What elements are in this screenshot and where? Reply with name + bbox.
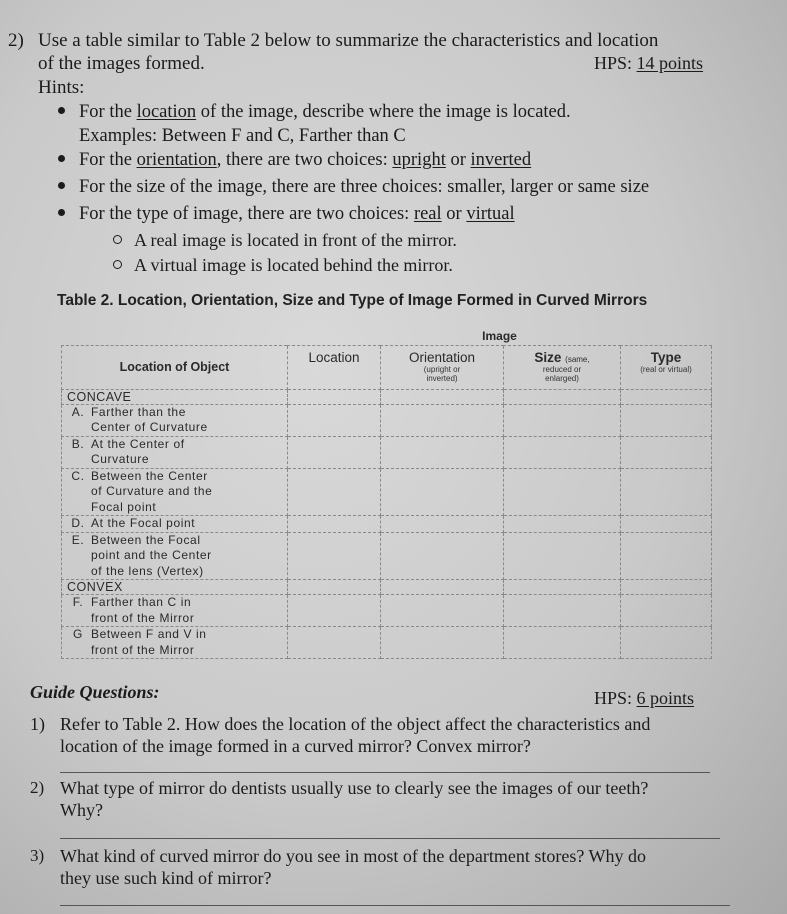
cell-size[interactable] <box>504 532 621 580</box>
circle-bullet <box>113 235 122 244</box>
hint-bullet-location: For the location of the image, describe where the image is located. <box>58 102 571 123</box>
cell-orientation[interactable] <box>381 627 504 659</box>
question-1-number: 1) <box>30 714 45 734</box>
guide-questions-title: Guide Questions: <box>30 682 160 702</box>
table-row-g: G Between F and V in front of the Mirror <box>62 627 288 659</box>
cell-orientation[interactable] <box>381 516 504 533</box>
hps-points: 14 points <box>636 53 704 73</box>
cell-size[interactable] <box>504 627 621 659</box>
header-type: Type (real or virtual) <box>621 345 712 389</box>
question-2-number: 2) <box>30 778 45 797</box>
cell-location[interactable] <box>288 627 381 659</box>
hint-bullet-size: For the size of the image, there are three choices: smaller, larger or same size <box>58 177 649 198</box>
bullet-dot <box>58 209 65 216</box>
question-3-line-2: they use such kind of mirror? <box>60 868 272 888</box>
hint-examples: Examples: Between F and C, Farther than C <box>79 126 406 146</box>
cell-type[interactable] <box>621 532 712 580</box>
hints-label: Hints: <box>38 77 85 98</box>
table-title: Table 2. Location, Orientation, Size and Type of Image Formed in Curved Mirrors <box>57 292 648 309</box>
cell-orientation[interactable] <box>381 404 504 436</box>
cell-type[interactable] <box>621 516 712 533</box>
question-1-line-1: Refer to Table 2. How does the location of the object affect the characteristics and <box>60 714 651 734</box>
cell-size[interactable] <box>504 516 621 533</box>
hps-score <box>594 53 703 74</box>
cell-size[interactable] <box>504 468 621 516</box>
cell-orientation[interactable] <box>381 595 504 627</box>
header-location-of-object: Location of Object <box>62 345 288 389</box>
sub-bullet-virtual: A virtual image is located behind the mirror. <box>113 255 453 276</box>
header-size: Size (same, reduced or enlarged) <box>504 345 621 389</box>
bullet-dot <box>58 107 65 114</box>
cell-size[interactable] <box>504 404 621 436</box>
question-2-line-2: Why? <box>60 800 103 820</box>
question-1-line-2: location of the image formed in a curved mirror? Convex mirror? <box>60 736 531 756</box>
hint-bullet-orientation: For the orientation, there are two choices: upright or inverted <box>58 150 531 171</box>
cell-size[interactable] <box>504 595 621 627</box>
question-3-line-1: What kind of curved mirror do you see in most of the department stores? Why do <box>60 846 647 866</box>
cell-location[interactable] <box>288 516 381 533</box>
answer-line-1[interactable] <box>60 772 710 773</box>
cell-type[interactable] <box>621 595 712 627</box>
cell-location[interactable] <box>288 468 381 516</box>
section-concave: CONCAVE <box>62 389 288 404</box>
cell-size[interactable] <box>504 436 621 468</box>
table-row-a: A. Farther than the Center of Curvature <box>62 404 288 436</box>
cell-type[interactable] <box>621 468 712 516</box>
instruction-line-1: Use a table similar to Table 2 below to summarize the characteristics and location <box>38 30 659 51</box>
image-group-header: Image <box>288 325 712 345</box>
cell-location[interactable] <box>288 595 381 627</box>
item-number: 2) <box>8 30 24 51</box>
table-row-e: E. Between the Focal point and the Center of the lens (Vertex) <box>62 532 288 580</box>
hint-bullet-type: For the type of image, there are two choices: real or virtual <box>58 204 515 225</box>
cell-location[interactable] <box>288 532 381 580</box>
table-row-f: F. Farther than C in front of the Mirror <box>62 595 288 627</box>
question-2-line-1: What type of mirror do dentists usually use to clearly see the images of our teeth? <box>60 778 649 798</box>
answer-line-2[interactable] <box>60 838 720 839</box>
table-row-d: D. At the Focal point <box>62 516 288 533</box>
circle-bullet <box>113 260 122 269</box>
question-3-number: 3) <box>30 846 45 865</box>
table-row-b: B. At the Center of Curvature <box>62 436 288 468</box>
hps-label: HPS: <box>594 53 633 73</box>
header-location: Location <box>288 345 381 389</box>
cell-location[interactable] <box>288 436 381 468</box>
cell-orientation[interactable] <box>381 436 504 468</box>
cell-orientation[interactable] <box>381 532 504 580</box>
answer-line-3[interactable] <box>60 905 730 906</box>
table-row-c: C. Between the Center of Curvature and the Focal point <box>62 468 288 516</box>
bullet-dot <box>58 155 65 162</box>
characteristics-table <box>61 325 712 659</box>
section-convex: CONVEX <box>62 580 288 595</box>
cell-orientation[interactable] <box>381 468 504 516</box>
instruction-line-2: of the images formed. <box>38 53 205 74</box>
guide-hps-score: HPS: 6 points <box>594 688 695 708</box>
cell-location[interactable] <box>288 404 381 436</box>
bullet-dot <box>58 182 65 189</box>
cell-type[interactable] <box>621 436 712 468</box>
cell-type[interactable] <box>621 404 712 436</box>
header-orientation: Orientation (upright or inverted) <box>381 345 504 389</box>
sub-bullet-real: A real image is located in front of the mirror. <box>113 230 457 251</box>
cell-type[interactable] <box>621 627 712 659</box>
